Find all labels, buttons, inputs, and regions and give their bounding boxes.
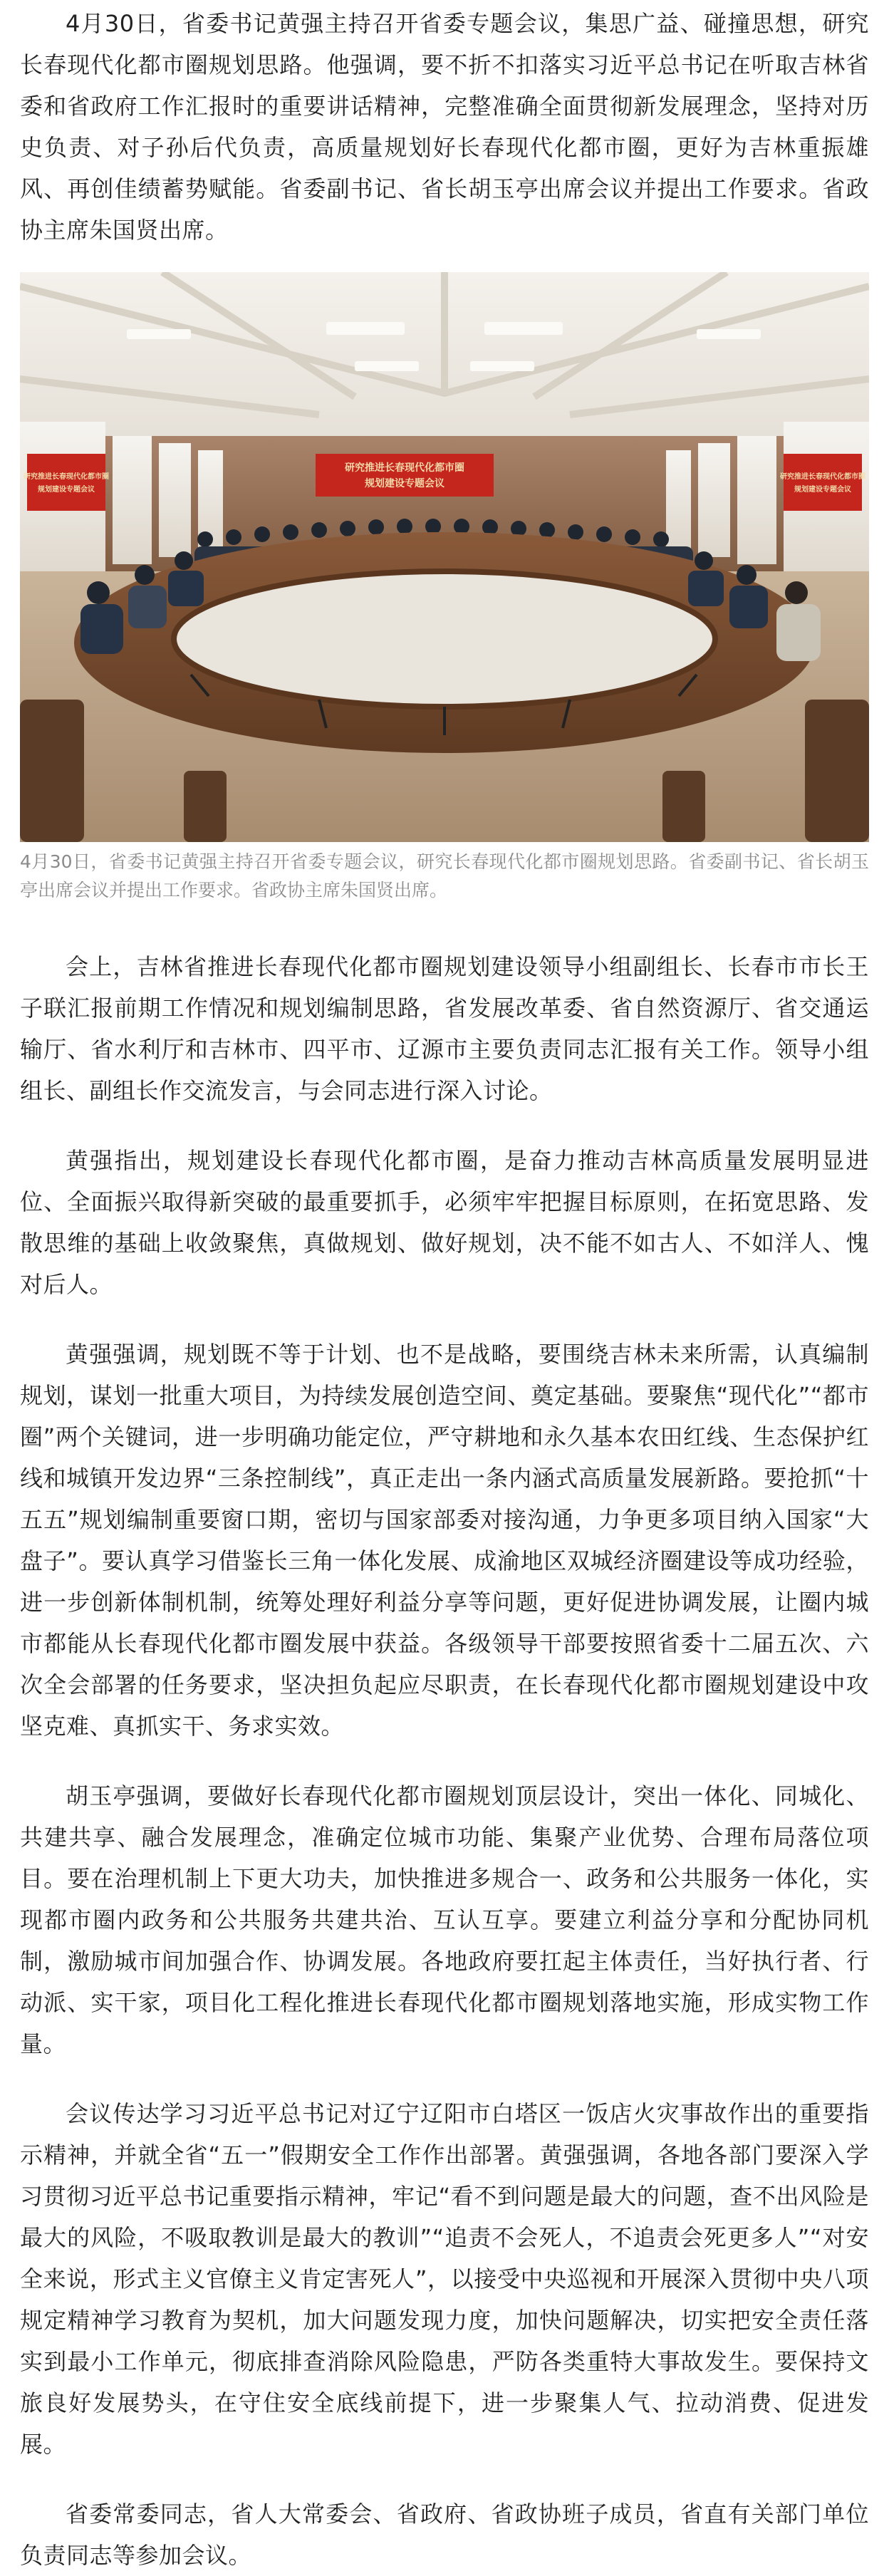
right-screen-line1: 研究推进长春现代化都市圈 [780,473,865,481]
paragraph-intro: 4月30日，省委书记黄强主持召开省委专题会议，集思广益、碰撞思想，研究长春现代化都市圈规划思路。他强调，要不折不扣落实习近平总书记在听取吉林省委和省政府工作汇报时的重要讲话精神，完整准确全面贯彻新发展理念，坚持对历史负责、对子孙后代负责，高质量规划好长春现代化都市圈，更好为吉林重振雄风、再创佳绩蓄势赋能。省委副书记、省长胡玉亭出席会议并提出工作要求。省政协主席朱国贤出席。 [20,10,869,244]
paragraph-attendees: 省委常委同志，省人大常委会、省政府、省政协班子成员，省直有关部门单位负责同志等参加会议。 [20,2500,869,2569]
paragraph-safety-deployment: 会议传达学习习近平总书记对辽宁辽阳市白塔区一饭店火灾事故作出的重要指示精神，并就全省“五一”假期安全工作作出部署。黄强强调，各地各部门要深入学习贯彻习近平总书记重要指示精神，牢记“看不到问题是最大的问题，查不出风险是最大的风险，不吸取教训是最大的教训”“追责不会死人，不追责会死更多人”“对安全来说，形式主义官僚主义肯定害死人”，以接受中央巡视和开展深入贯彻中央八项规定精神学习教育为契机，加大问题发现力度，加快问题解决，切实把安全责任落实到最小工作单元，彻底排查消除风险隐患，严防各类重特大事故发生。要保持文旅良好发展势头，在守住安全底线前提下，进一步聚集人气、拉动消费、促进发展。 [20,2100,869,2458]
meeting-photo [20,272,869,842]
paragraph-huang-qiang-emphasis: 黄强强调，规划既不等于计划、也不是战略，要围绕吉林未来所需，认真编制规划，谋划一批重大项目，为持续发展创造空间、奠定基础。要聚焦“现代化”“都市圈”两个关键词，进一步明确功能定位，严守耕地和永久基本农田红线、生态保护红线和城镇开发边界“三条控制线”，真正走出一条内涵式高质量发展新路。要抢抓“十五五”规划编制重要窗口期，密切与国家部委对接沟通，力争更多项目纳入国家“大盘子”。要认真学习借鉴长三角一体化发展、成渝地区双城经济圈建设等成功经验，进一步创新体制机制，统筹处理好利益分享等问题，更好促进协调发展，让圈内城市都能从长春现代化都市圈发展中获益。各级领导干部要按照省委十二届五次、六次全会部署的任务要求，坚决担负起应尽职责，在长春现代化都市圈规划建设中攻坚克难、真抓实干、务求实效。 [20,1341,869,1740]
paragraph-hu-yuting-emphasis: 胡玉亭强调，要做好长春现代化都市圈规划顶层设计，突出一体化、同城化、共建共享、融合发展理念，准确定位城市功能、集聚产业优势、合理布局落位项目。要在治理机制上下更大功夫，加快推进多规合一、政务和公共服务一体化，实现都市圈内政务和公共服务共建共治、互认互享。要建立利益分享和分配协同机制，激励城市间加强合作、协调发展。各地政府要扛起主体责任，当好执行者、行动派、实干家，项目化工程化推进长春现代化都市圈规划落地实施，形成实物工作量。 [20,1782,869,2057]
meeting-photo-illustration [20,272,869,842]
center-banner [316,454,494,497]
left-screen-line2: 规划建设专题会议 [38,486,95,494]
photo-caption: 4月30日，省委书记黄强主持召开省委专题会议，研究长春现代化都市圈规划思路。省委副书记、省长胡玉亭出席会议并提出工作要求。省政协主席朱国贤出席。 [20,851,869,900]
left-screen-line1: 研究推进长春现代化都市圈 [24,473,109,481]
paragraph-huang-qiang-points: 黄强指出，规划建设长春现代化都市圈，是奋力推动吉林高质量发展明显进位、全面振兴取得新突破的最重要抓手，必须牢牢把握目标原则，在拓宽思路、发散思维的基础上收敛聚焦，真做规划、做好规划，决不能不如古人、不如洋人、愧对后人。 [20,1147,869,1298]
right-screen [780,454,865,511]
paragraph-meeting-report: 会上，吉林省推进长春现代化都市圈规划建设领导小组副组长、长春市市长王子联汇报前期工作情况和规划编制思路，省发展改革委、省自然资源厅、省交通运输厅、省水利厅和吉林市、四平市、辽源市主要负责同志汇报有关工作。领导小组组长、副组长作交流发言，与会同志进行深入讨论。 [20,953,869,1104]
center-banner-line2: 规划建设专题会议 [365,478,444,489]
left-screen [24,454,109,511]
center-banner-line1: 研究推进长春现代化都市圈 [345,462,464,474]
right-screen-line2: 规划建设专题会议 [794,486,851,494]
